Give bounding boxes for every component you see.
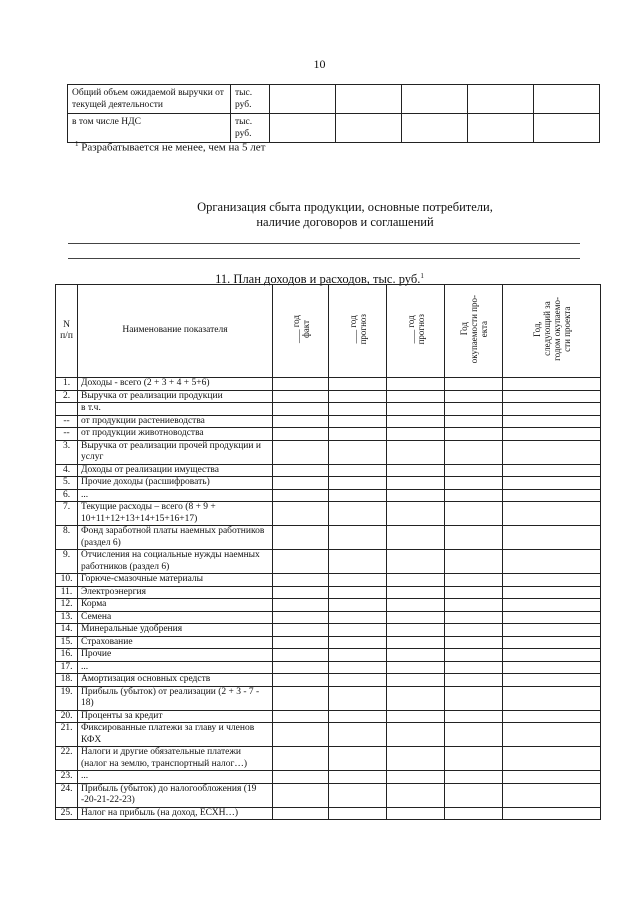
plan-row-num: 11. [56, 586, 78, 599]
summary-row-value-cell [270, 85, 336, 114]
plan-row-value-cell [273, 477, 329, 490]
plan-row-value-cell [445, 550, 503, 574]
plan-row-num: 19. [56, 686, 78, 710]
plan-row-num: 22. [56, 747, 78, 771]
plan-row-value-cell [503, 636, 601, 649]
plan-row [56, 649, 601, 662]
plan-row [56, 771, 601, 784]
plan-row-num: 18. [56, 674, 78, 687]
plan-row-name: Страхование [78, 636, 273, 649]
plan-row-value-cell [503, 624, 601, 637]
plan-row-num: 3. [56, 440, 78, 464]
plan-row [56, 526, 601, 550]
plan-row [56, 624, 601, 637]
plan-row [56, 636, 601, 649]
plan-row [56, 747, 601, 771]
plan-row [56, 403, 601, 416]
plan-row-value-cell [273, 502, 329, 526]
plan-row-name: Прочие [78, 649, 273, 662]
plan-row [56, 428, 601, 441]
plan-row [56, 415, 601, 428]
plan-row-name: Доходы от реализации имущества [78, 464, 273, 477]
plan-row-value-cell [503, 649, 601, 662]
plan-row-num: 24. [56, 783, 78, 807]
plan-row-value-cell [329, 378, 387, 391]
plan-row-value-cell [273, 624, 329, 637]
plan-row-num: 16. [56, 649, 78, 662]
plan-row-value-cell [329, 550, 387, 574]
plan-row-value-cell [503, 723, 601, 747]
plan-row-num: 13. [56, 611, 78, 624]
plan-row-name: Прибыль (убыток) от реализации (2 + 3 - 7 - 18) [78, 686, 273, 710]
footnote-mark: 1 [75, 140, 79, 148]
plan-row-value-cell [445, 464, 503, 477]
plan-row-value-cell [445, 723, 503, 747]
plan-row-name: Прибыль (убыток) до налогообложения (19 -20-21-22-23) [78, 783, 273, 807]
plan-row-num: 14. [56, 624, 78, 637]
plan-row [56, 550, 601, 574]
plan-row-value-cell [273, 378, 329, 391]
plan-row-value-cell [503, 390, 601, 403]
plan-row-value-cell [273, 686, 329, 710]
plan-row-value-cell [445, 624, 503, 637]
plan-row-value-cell [273, 574, 329, 587]
plan-row-value-cell [503, 661, 601, 674]
plan-row-value-cell [445, 807, 503, 820]
plan-row [56, 723, 601, 747]
plan-title-text: 11. План доходов и расходов, тыс. руб. [215, 272, 421, 287]
plan-row-value-cell [387, 464, 445, 477]
plan-row-value-cell [503, 686, 601, 710]
plan-row-name: Текущие расходы – всего (8 + 9 + 10+11+12+13+14+15+16+17) [78, 502, 273, 526]
section-heading-line2: наличие договоров и соглашений [256, 215, 434, 229]
plan-row [56, 674, 601, 687]
plan-row-value-cell [503, 599, 601, 612]
plan-row-value-cell [329, 771, 387, 784]
plan-row-value-cell [387, 710, 445, 723]
plan-row-value-cell [273, 599, 329, 612]
plan-row-name: Выручка от реализации продукции [78, 390, 273, 403]
plan-row-value-cell [445, 390, 503, 403]
plan-row-value-cell [273, 415, 329, 428]
plan-row-value-cell [445, 428, 503, 441]
plan-row-name: Фиксированные платежи за главу и членов КФХ [78, 723, 273, 747]
plan-row-num: 21. [56, 723, 78, 747]
plan-row-value-cell [329, 586, 387, 599]
plan-row-value-cell [329, 649, 387, 662]
plan-row-value-cell [445, 674, 503, 687]
plan-row-name: Семена [78, 611, 273, 624]
plan-row-num [56, 403, 78, 416]
plan-row-value-cell [503, 550, 601, 574]
plan-row-value-cell [329, 636, 387, 649]
summary-row-unit: тыс. руб. [231, 85, 270, 114]
plan-row-value-cell [445, 649, 503, 662]
plan-row-value-cell [445, 403, 503, 416]
plan-row-value-cell [329, 599, 387, 612]
plan-row [56, 477, 601, 490]
plan-row-value-cell [273, 674, 329, 687]
plan-row-value-cell [445, 599, 503, 612]
plan-row-num: 4. [56, 464, 78, 477]
plan-row-value-cell [387, 477, 445, 490]
plan-row [56, 586, 601, 599]
plan-row-value-cell [503, 747, 601, 771]
plan-row-num: 8. [56, 526, 78, 550]
footnote [75, 140, 265, 154]
plan-row-num: 20. [56, 710, 78, 723]
plan-row [56, 710, 601, 723]
plan-row-value-cell [387, 428, 445, 441]
plan-row-name: Корма [78, 599, 273, 612]
plan-row-value-cell [445, 586, 503, 599]
summary-row-value-cell [336, 114, 402, 143]
plan-row-value-cell [445, 526, 503, 550]
plan-row [56, 611, 601, 624]
summary-row-value-cell [336, 85, 402, 114]
plan-row-value-cell [445, 489, 503, 502]
plan-row-value-cell [273, 403, 329, 416]
plan-row-name: Прочие доходы (расшифровать) [78, 477, 273, 490]
plan-row-value-cell [329, 526, 387, 550]
plan-row-num: -- [56, 428, 78, 441]
plan-row-value-cell [387, 674, 445, 687]
summary-row-value-cell [468, 85, 534, 114]
plan-row-num: 5. [56, 477, 78, 490]
plan-row-value-cell [273, 649, 329, 662]
plan-row [56, 661, 601, 674]
plan-row-value-cell [329, 415, 387, 428]
plan-row-value-cell [445, 636, 503, 649]
revenue-summary-table [67, 84, 600, 143]
plan-row-value-cell [503, 428, 601, 441]
plan-row-name: Отчисления на социальные нужды наемных работников (раздел 6) [78, 550, 273, 574]
plan-row [56, 502, 601, 526]
plan-row-value-cell [273, 428, 329, 441]
plan-row-value-cell [445, 440, 503, 464]
plan-row [56, 574, 601, 587]
plan-row-num: 7. [56, 502, 78, 526]
plan-row-num: 25. [56, 807, 78, 820]
plan-row-value-cell [445, 661, 503, 674]
plan-row-value-cell [387, 378, 445, 391]
summary-row-value-cell [534, 85, 600, 114]
plan-row-value-cell [387, 661, 445, 674]
page-number: 10 [313, 57, 326, 71]
plan-row-value-cell [387, 723, 445, 747]
header-name: Наименование показателя [78, 285, 273, 378]
plan-row-value-cell [329, 661, 387, 674]
summary-row-name: Общий объем ожидаемой выручки от текущей деятельности [68, 85, 231, 114]
plan-row-name: Минеральные удобрения [78, 624, 273, 637]
plan-row-num: 15. [56, 636, 78, 649]
plan-row-value-cell [273, 723, 329, 747]
plan-row-value-cell [329, 428, 387, 441]
plan-row-value-cell [387, 390, 445, 403]
plan-row [56, 686, 601, 710]
summary-row [68, 85, 600, 114]
section-heading-line1: Организация сбыта продукции, основные потребители, [197, 200, 493, 214]
plan-row-value-cell [387, 403, 445, 416]
plan-row-value-cell [329, 783, 387, 807]
plan-row-value-cell [387, 611, 445, 624]
plan-row-value-cell [503, 526, 601, 550]
plan-row-value-cell [273, 747, 329, 771]
plan-row-value-cell [273, 440, 329, 464]
plan-row-value-cell [445, 710, 503, 723]
plan-row-value-cell [387, 599, 445, 612]
plan-row-value-cell [387, 807, 445, 820]
plan-row-value-cell [445, 477, 503, 490]
plan-row-name: ... [78, 489, 273, 502]
plan-row-value-cell [273, 783, 329, 807]
summary-row-value-cell [534, 114, 600, 143]
plan-row-value-cell [445, 783, 503, 807]
plan-row-value-cell [503, 403, 601, 416]
plan-title-mark: 1 [420, 272, 424, 280]
plan-row-value-cell [329, 440, 387, 464]
plan-row-value-cell [503, 771, 601, 784]
plan-row-value-cell [387, 624, 445, 637]
plan-row-value-cell [273, 550, 329, 574]
plan-row-value-cell [445, 574, 503, 587]
plan-row [56, 464, 601, 477]
plan-row-value-cell [273, 526, 329, 550]
plan-row-value-cell [387, 586, 445, 599]
income-expense-plan-table [55, 284, 601, 820]
plan-row [56, 489, 601, 502]
plan-row-value-cell [273, 661, 329, 674]
plan-row-value-cell [329, 574, 387, 587]
plan-row-value-cell [387, 440, 445, 464]
plan-row-num: 10. [56, 574, 78, 587]
plan-row-num: 23. [56, 771, 78, 784]
plan-row-value-cell [503, 674, 601, 687]
summary-row-value-cell [270, 114, 336, 143]
plan-row-num: 6. [56, 489, 78, 502]
plan-row-value-cell [387, 771, 445, 784]
header-year-forecast-2: ___ год прогноз [387, 285, 445, 378]
plan-row-value-cell [445, 686, 503, 710]
plan-row-value-cell [503, 464, 601, 477]
plan-row-value-cell [387, 783, 445, 807]
plan-row-value-cell [445, 378, 503, 391]
plan-row-value-cell [329, 686, 387, 710]
plan-row-value-cell [445, 611, 503, 624]
plan-row-value-cell [273, 489, 329, 502]
header-year-after-payback: Год, следующий за годом окупаемо- сти проекта [503, 285, 601, 378]
plan-row [56, 390, 601, 403]
plan-row-value-cell [329, 674, 387, 687]
plan-row-value-cell [503, 489, 601, 502]
header-num: N п/п [56, 285, 78, 378]
plan-row-name: ... [78, 661, 273, 674]
plan-row-value-cell [503, 710, 601, 723]
plan-row-value-cell [273, 636, 329, 649]
plan-row-name: Выручка от реализации прочей продукции и услуг [78, 440, 273, 464]
summary-row-value-cell [468, 114, 534, 143]
plan-row-num: 12. [56, 599, 78, 612]
plan-row [56, 807, 601, 820]
plan-row-name: Проценты за кредит [78, 710, 273, 723]
plan-row-value-cell [329, 390, 387, 403]
plan-row-value-cell [387, 649, 445, 662]
summary-row-unit: тыс. руб. [231, 114, 270, 143]
plan-row-value-cell [503, 477, 601, 490]
plan-row-value-cell [273, 611, 329, 624]
plan-row-value-cell [329, 723, 387, 747]
plan-row-value-cell [503, 440, 601, 464]
plan-row-value-cell [445, 502, 503, 526]
fill-in-line [68, 243, 580, 244]
plan-row-value-cell [387, 747, 445, 771]
plan-row-value-cell [387, 550, 445, 574]
plan-row-name: Налог на прибыль (на доход, ЕСХН…) [78, 807, 273, 820]
plan-row-value-cell [329, 489, 387, 502]
plan-row-value-cell [329, 624, 387, 637]
plan-row-value-cell [503, 415, 601, 428]
plan-row-value-cell [273, 771, 329, 784]
plan-row-name: Электроэнергия [78, 586, 273, 599]
header-year-fact: ___ год факт [273, 285, 329, 378]
plan-row-value-cell [329, 403, 387, 416]
summary-row-value-cell [402, 114, 468, 143]
plan-row-name: Фонд заработной платы наемных работников (раздел 6) [78, 526, 273, 550]
plan-row-value-cell [273, 586, 329, 599]
plan-row-value-cell [273, 464, 329, 477]
summary-row [68, 114, 600, 143]
plan-row-value-cell [329, 807, 387, 820]
plan-row-value-cell [387, 415, 445, 428]
plan-row-value-cell [503, 502, 601, 526]
plan-row-value-cell [273, 710, 329, 723]
plan-row-num: 2. [56, 390, 78, 403]
plan-row-value-cell [387, 489, 445, 502]
summary-row-value-cell [402, 85, 468, 114]
plan-row-value-cell [387, 574, 445, 587]
plan-row [56, 440, 601, 464]
plan-row-value-cell [387, 686, 445, 710]
plan-row [56, 378, 601, 391]
plan-row-value-cell [503, 586, 601, 599]
summary-row-name: в том числе НДС [68, 114, 231, 143]
plan-row-value-cell [445, 415, 503, 428]
section-heading [130, 200, 560, 230]
plan-row-value-cell [503, 378, 601, 391]
plan-row-name: ... [78, 771, 273, 784]
plan-row-name: Амортизация основных средств [78, 674, 273, 687]
plan-row-value-cell [329, 611, 387, 624]
plan-row-num: 1. [56, 378, 78, 391]
plan-row-value-cell [273, 390, 329, 403]
plan-row-num: -- [56, 415, 78, 428]
plan-row-value-cell [503, 783, 601, 807]
plan-row-value-cell [329, 710, 387, 723]
plan-row [56, 783, 601, 807]
plan-row-value-cell [387, 502, 445, 526]
plan-row-value-cell [329, 747, 387, 771]
plan-row-name: Горюче-смазочные материалы [78, 574, 273, 587]
plan-row-value-cell [445, 747, 503, 771]
plan-row-value-cell [387, 636, 445, 649]
plan-row-num: 17. [56, 661, 78, 674]
plan-row-name: от продукции животноводства [78, 428, 273, 441]
plan-row-value-cell [329, 502, 387, 526]
plan-row-value-cell [329, 464, 387, 477]
plan-row-value-cell [503, 807, 601, 820]
plan-row-value-cell [503, 574, 601, 587]
header-year-forecast-1: ___ год прогноз [329, 285, 387, 378]
plan-row-value-cell [387, 526, 445, 550]
plan-row-name: Доходы - всего (2 + 3 + 4 + 5+6) [78, 378, 273, 391]
footnote-text: Разрабатывается не менее, чем на 5 лет [81, 141, 266, 154]
plan-row-name: от продукции растениеводства [78, 415, 273, 428]
plan-row [56, 599, 601, 612]
header-payback-year: Год окупаемости про- екта [445, 285, 503, 378]
plan-row-value-cell [329, 477, 387, 490]
plan-row-value-cell [445, 771, 503, 784]
plan-row-name: Налоги и другие обязательные платежи (налог на землю, транспортный налог…) [78, 747, 273, 771]
plan-row-value-cell [273, 807, 329, 820]
plan-row-num: 9. [56, 550, 78, 574]
plan-row-name: в т.ч. [78, 403, 273, 416]
plan-row-value-cell [503, 611, 601, 624]
fill-in-line [68, 258, 580, 259]
